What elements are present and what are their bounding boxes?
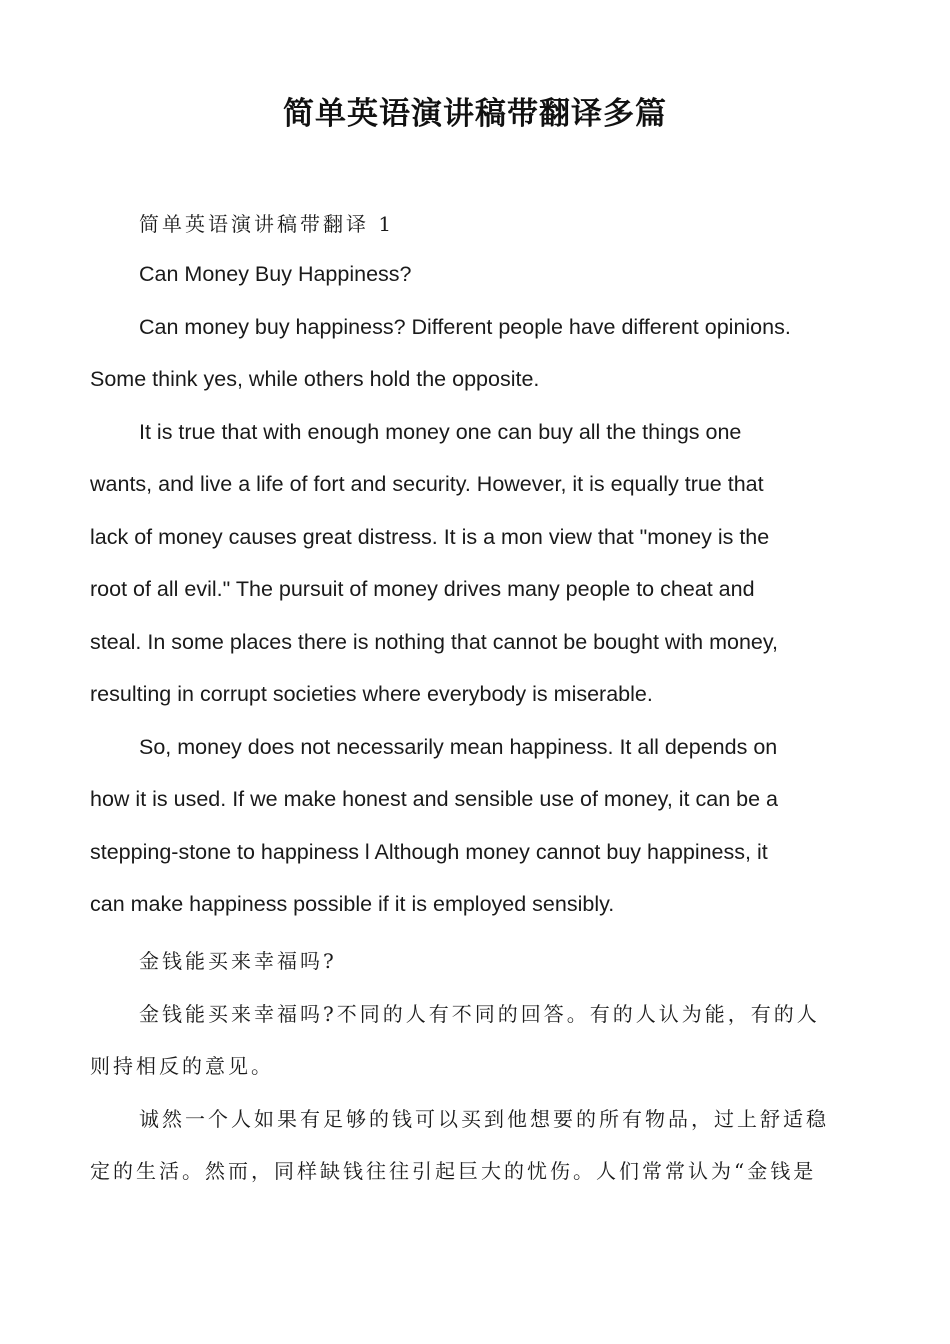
paragraph-line: 则持相反的意见。: [90, 1054, 274, 1078]
paragraph-line: 定的生活。然而，同样缺钱往往引起巨大的忧伤。人们常常认为“金钱是: [90, 1159, 817, 1183]
paragraph-line: 金钱能买来幸福吗?不同的人有不同的回答。有的人认为能，有的人: [139, 1002, 820, 1026]
paragraph-line: lack of money causes great distress. It is a mon view that "money is the: [90, 525, 770, 549]
paragraph-line: resulting in corrupt societies where everybody is miserable.: [90, 682, 653, 706]
paragraph-line: Some think yes, while others hold the opposite.: [90, 367, 540, 391]
paragraph-line: can make happiness possible if it is employed sensibly.: [90, 892, 615, 916]
paragraph-line: stepping-stone to happiness l Although money cannot buy happiness, it: [90, 840, 768, 864]
paragraph-line: 诚然一个人如果有足够的钱可以买到他想要的所有物品，过上舒适稳: [139, 1107, 829, 1131]
chinese-title: 金钱能买来幸福吗?: [139, 949, 337, 973]
paragraph-line: It is true that with enough money one can buy all the things one: [139, 420, 742, 444]
paragraph-line: So, money does not necessarily mean happiness. It all depends on: [139, 735, 778, 759]
english-title: Can Money Buy Happiness?: [139, 262, 412, 286]
section-heading: 简单英语演讲稿带翻译 1: [139, 212, 395, 236]
paragraph-line: how it is used. If we make honest and sensible use of money, it can be a: [90, 787, 778, 811]
paragraph-line: wants, and live a life of fort and security. However, it is equally true that: [90, 472, 764, 496]
paragraph-line: steal. In some places there is nothing that cannot be bought with money,: [90, 630, 779, 654]
document-title: 简单英语演讲稿带翻译多篇: [283, 96, 667, 132]
paragraph-line: root of all evil." The pursuit of money drives many people to cheat and: [90, 577, 755, 601]
paragraph-line: Can money buy happiness? Different people have different opinions.: [139, 315, 791, 339]
